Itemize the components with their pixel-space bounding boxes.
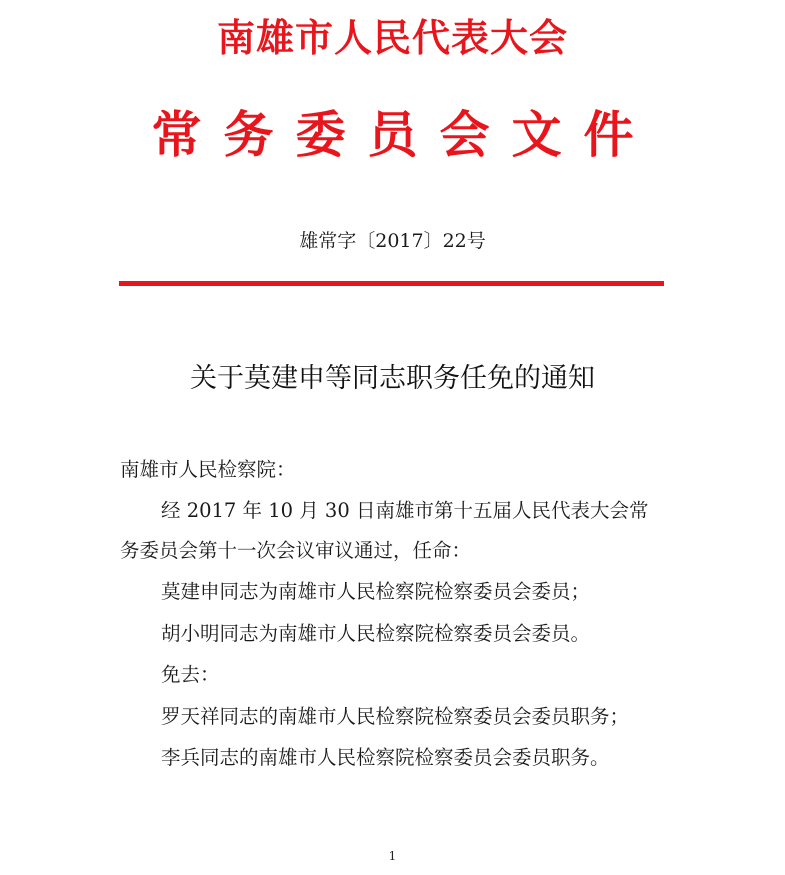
document-title: 关于莫建申等同志职务任免的通知	[190, 363, 595, 394]
dismissal-item: 李兵同志的南雄市人民检察院检察委员会委员职务。	[161, 746, 610, 769]
dismissal-label: 免去：	[161, 663, 220, 686]
paragraph-line: 务委员会第十一次会议审议通过，任命：	[120, 539, 472, 562]
paragraph-line: 经 2017 年 10 月 30 日南雄市第十五届人民代表大会常	[161, 499, 649, 522]
document-number: 雄常字〔2017〕22号	[299, 230, 486, 252]
appointment-item: 胡小明同志为南雄市人民检察院检察委员会委员。	[161, 622, 591, 645]
dismissal-item: 罗天祥同志的南雄市人民检察院检察委员会委员职务；	[161, 705, 630, 728]
page-number: 1	[388, 849, 397, 863]
red-separator-line	[119, 281, 664, 286]
addressee: 南雄市人民检察院：	[120, 458, 296, 481]
document-type-heading: 常务委员会文件	[151, 106, 656, 164]
appointment-item: 莫建申同志为南雄市人民检察院检察委员会委员；	[161, 580, 591, 603]
issuing-organization: 南雄市人民代表大会	[216, 16, 568, 60]
